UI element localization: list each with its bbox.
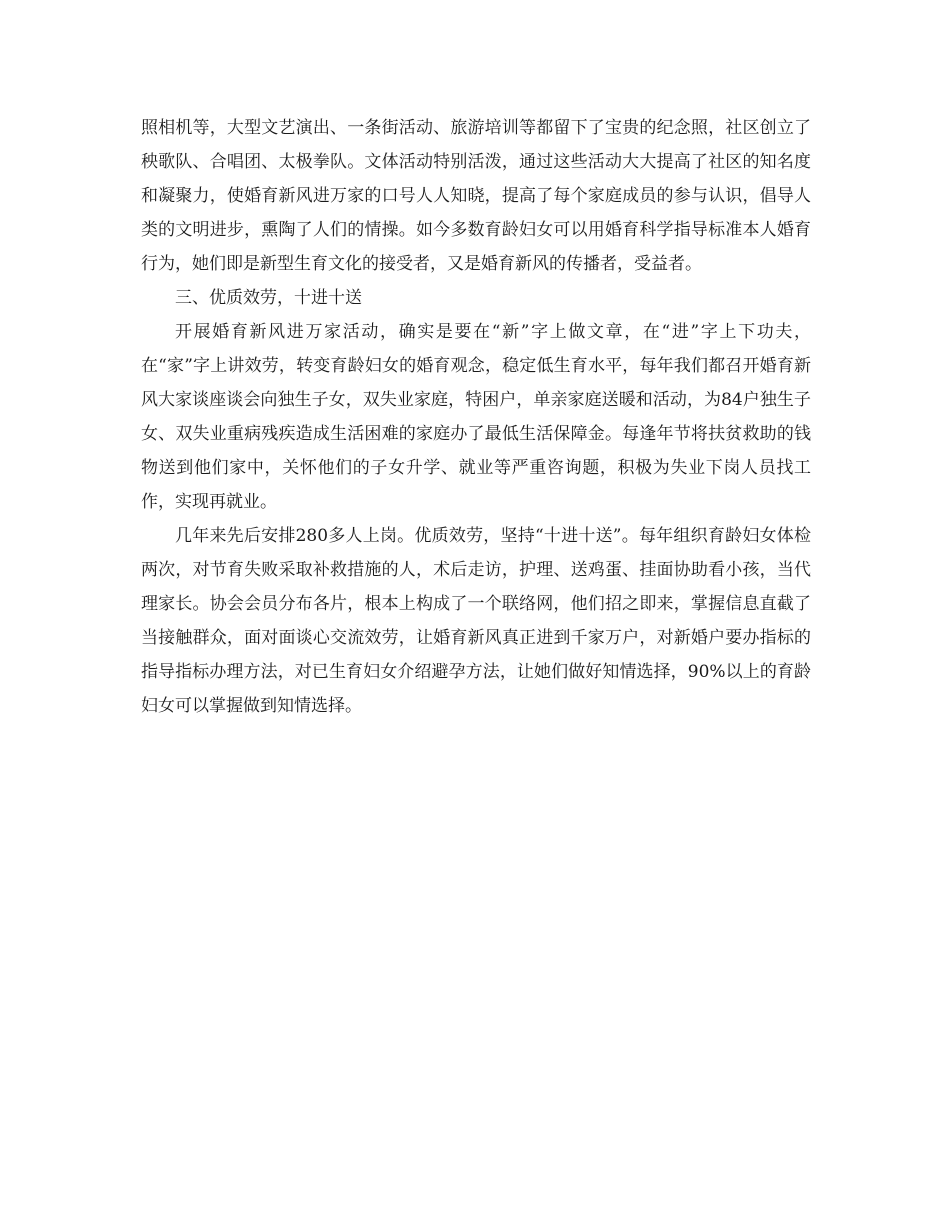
section-heading: 三、优质效劳，十进十送 [175,288,362,308]
paragraph: 几年来先后安排280多人上岗。优质效劳，坚持“十进十送”。每年组织育龄妇女体检两次，对节育失败采取补救措施的人，术后走访，护理、送鸡蛋、挂面协助看小孩，当代理家长。协会会员分布各片，根本上构成了一个联络网，他们招之即来，掌握信息直截了当接触群众，面对面谈心交流效劳，让婚育新风真正进到千家万户，对新婚户要办指标的指导指标办理方法，对已生育妇女介绍避孕方法，让她们做好知情选择，90%以上的育龄妇女可以掌握做到知情选择。 [141,526,811,716]
paragraph: 开展婚育新风进万家活动，确实是要在“新”字上做文章，在“进”字上下功夫，在“家”字上讲效劳，转变育龄妇女的婚育观念，稳定低生育水平，每年我们都召开婚育新风大家谈座谈会向独生子女，双失业家庭，特困户，单亲家庭送暖和活动，为84户独生子女、双失业重病残疾造成生活困难的家庭办了最低生活保障金。每逢年节将扶贫救助的钱物送到他们家中，关怀他们的子女升学、就业等严重咨询题，积极为失业下岗人员找工作，实现再就业。 [141,322,811,512]
paragraph-continued: 照相机等，大型文艺演出、一条街活动、旅游培训等都留下了宝贵的纪念照，社区创立了秧歌队、合唱团、太极拳队。文体活动特别活泼，通过这些活动大大提高了社区的知名度和凝聚力，使婚育新风进万家的口号人人知晓，提高了每个家庭成员的参与认识，倡导人类的文明进步，熏陶了人们的情操。如今多数育龄妇女可以用婚育科学指导标准本人婚育行为，她们即是新型生育文化的接受者，又是婚育新风的传播者，受益者。 [141,118,811,274]
document-body [141,111,811,723]
